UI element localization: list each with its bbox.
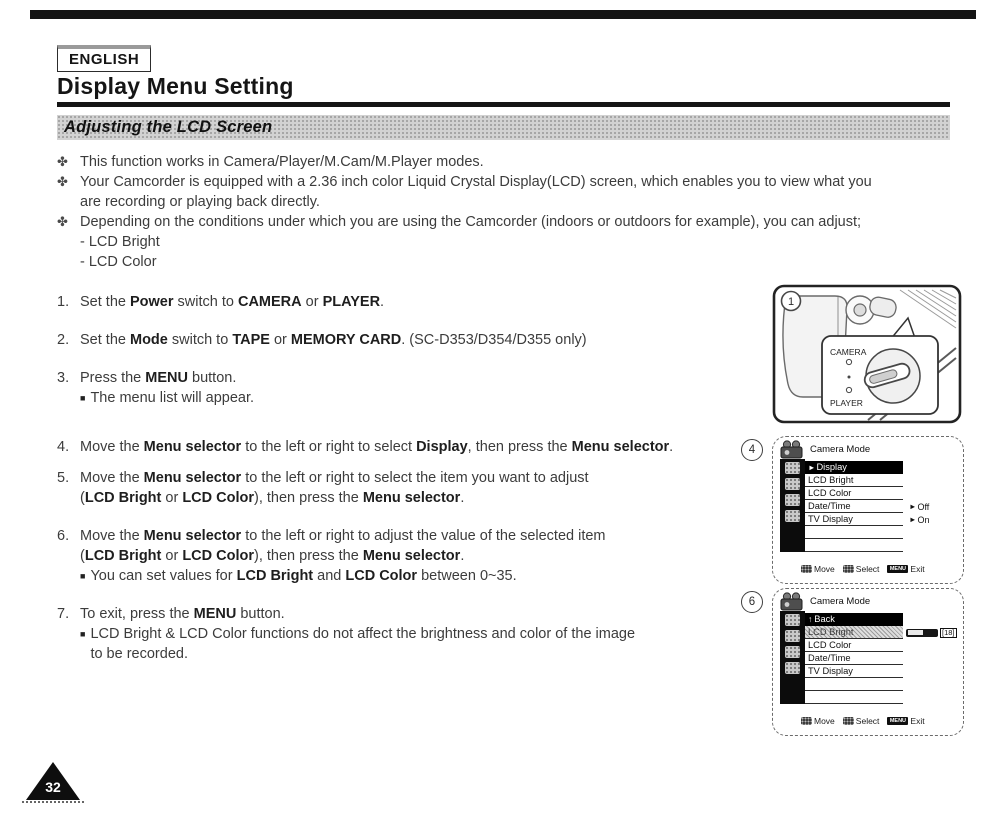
menu-screen-2 [772, 588, 964, 736]
step-item [57, 604, 757, 664]
menu-item-display: ► Display [805, 461, 903, 474]
callout-6-circle [741, 591, 763, 613]
note-square-icon: ■ [80, 571, 86, 581]
menu-selector-icon [801, 565, 812, 573]
step-item [57, 437, 757, 457]
step-note: ■ The menu list will appear. [80, 390, 255, 406]
step-text: Set the Mode switch to TAPE or MEMORY CARD. (SC-D353/D354/D355 only) [80, 332, 587, 348]
select-label: Select [855, 564, 880, 574]
step-number: 5. [57, 470, 70, 486]
instruction-steps [57, 292, 757, 682]
arrow-right-icon: ► [808, 462, 816, 472]
sidebar-icon-1 [785, 614, 800, 626]
menu-item-tv-display: TV Display [805, 665, 903, 678]
bullet-item [57, 152, 969, 172]
sidebar-icon-2 [785, 630, 800, 642]
bullet-text: This function works in Camera/Player/M.Cam/M.Player modes. [80, 154, 484, 170]
menu-screen-1 [772, 436, 964, 584]
step-text: To exit, press the MENU button. ■ LCD Bright & LCD Color functions do not affect the brightness and color of the image to be recorded. [80, 604, 757, 664]
lcd-bright-level [906, 628, 957, 638]
step-number: 7. [57, 606, 70, 622]
menu-selector-icon [801, 717, 812, 725]
sidebar-icon-3 [785, 646, 800, 658]
menu-button-icon: MENU [887, 717, 908, 725]
menu-footer [801, 564, 933, 574]
step-number: 6. [57, 528, 70, 544]
menu-title: Camera Mode [810, 444, 871, 455]
menu-rows [805, 461, 957, 552]
triangle-dotted-edge [22, 801, 84, 803]
note-square-icon: ■ [80, 629, 86, 639]
exit-label: Exit [910, 564, 925, 574]
callout-4-circle [741, 439, 763, 461]
step-text: Move the Menu selector to the left or right to adjust the value of the selected item (LCD Bright or LCD Color), then press the Menu selector. ■ You can set values for LCD Bright and LCD Color between 0~35. [80, 526, 757, 586]
step-text: Press the MENU button. ■ The menu list will appear. [80, 368, 757, 408]
menu-footer [801, 716, 933, 726]
menu-item-empty [805, 526, 903, 539]
menu-rows [805, 613, 957, 704]
menu-item-lcd-bright: LCD Bright [805, 474, 903, 487]
menu-item-date-time: Date/Time [805, 652, 903, 665]
step-item [57, 368, 757, 408]
menu-selector-icon [843, 565, 854, 573]
exit-label: Exit [910, 716, 925, 726]
select-label: Select [855, 716, 880, 726]
section-title: Adjusting the LCD Screen [64, 118, 273, 136]
step-number: 1. [57, 294, 70, 310]
move-label: Move [814, 716, 835, 726]
up-arrow-icon: ↑ [808, 614, 813, 624]
step-number: 4. [57, 439, 70, 455]
sidebar-icon-4 [785, 510, 800, 522]
step-item [57, 468, 757, 508]
step-item [57, 292, 757, 312]
move-label: Move [814, 564, 835, 574]
top-rule-bar [30, 10, 976, 19]
bullet-sub-item: - LCD Bright [80, 234, 160, 250]
menu-selector-icon [843, 717, 854, 725]
camcorder-figure [772, 284, 962, 424]
callout-6-number: 6 [748, 596, 756, 608]
step-number: 2. [57, 332, 70, 348]
bullet-item [57, 172, 969, 212]
bullet-list [57, 152, 969, 272]
menu-item-back: ↑ Back [805, 613, 903, 626]
step-note: ■ You can set values for LCD Bright and LCD Color between 0~35. [80, 568, 517, 584]
menu-item-empty [805, 539, 903, 552]
section-banner [57, 115, 950, 140]
bullet-text: Your Camcorder is equipped with a 2.36 inch color Liquid Crystal Display(LCD) screen, which enables you to view what you are recording or playing back directly. [80, 174, 872, 210]
date-time-value: ► Off [909, 501, 930, 512]
lcd-bright-bar-fill [908, 630, 924, 635]
step-note: ■ LCD Bright & LCD Color functions do not affect the brightness and color of the image to be recorded. [80, 626, 636, 662]
sidebar-icon-2 [785, 478, 800, 490]
menu-item-date-time: Date/Time [805, 500, 903, 513]
lcd-bright-value: [18] [942, 627, 955, 637]
language-label: ENGLISH [57, 45, 151, 72]
bullet-sub-item: - LCD Color [80, 254, 157, 270]
title-rule [57, 102, 950, 107]
step-text: Move the Menu selector to the left or right to select the item you want to adjust (LCD Bright or LCD Color), then press the Menu selector. [80, 470, 589, 506]
page-number: 32 [45, 779, 61, 795]
menu-item-lcd-bright-selected: LCD Bright [805, 626, 903, 639]
menu-item-lcd-color: LCD Color [805, 487, 903, 500]
bullet-item [57, 212, 969, 272]
lcd-bright-bar [906, 629, 938, 637]
step-number: 3. [57, 370, 70, 386]
arrow-right-icon: ► [909, 515, 917, 524]
camera-position-label: CAMERA [830, 347, 867, 357]
clover-bullet-icon: ✤ [57, 174, 68, 189]
callout-1-number: 1 [787, 296, 795, 308]
menu-sidebar [780, 459, 805, 552]
menu-button-icon: MENU [887, 565, 908, 573]
note-square-icon: ■ [80, 393, 86, 403]
step-item [57, 330, 757, 350]
clover-bullet-icon: ✤ [57, 214, 68, 229]
menu-item-lcd-color: LCD Color [805, 639, 903, 652]
bullet-text: Depending on the conditions under which you are using the Camcorder (indoors or outdoors for example), you can adjust; - LCD Bright - LCD Color [80, 212, 969, 272]
step-text: Set the Power switch to CAMERA or PLAYER. [80, 294, 385, 310]
sidebar-icon-4 [785, 662, 800, 674]
sidebar-icon-3 [785, 494, 800, 506]
menu-title: Camera Mode [810, 596, 871, 607]
step-text: Move the Menu selector to the left or right to select Display, then press the Menu selector. [80, 439, 674, 455]
page-title: Display Menu Setting [57, 73, 294, 99]
callout-4-number: 4 [748, 444, 756, 456]
clover-bullet-icon: ✤ [57, 154, 68, 169]
menu-item-empty [805, 678, 903, 691]
menu-item-tv-display: TV Display [805, 513, 903, 526]
arrow-right-icon: ► [909, 502, 917, 511]
player-position-label: PLAYER [830, 398, 863, 408]
tv-display-value: ► On [909, 514, 930, 525]
menu-item-empty [805, 691, 903, 704]
menu-sidebar [780, 611, 805, 704]
step-item [57, 526, 757, 586]
sidebar-icon-1 [785, 462, 800, 474]
